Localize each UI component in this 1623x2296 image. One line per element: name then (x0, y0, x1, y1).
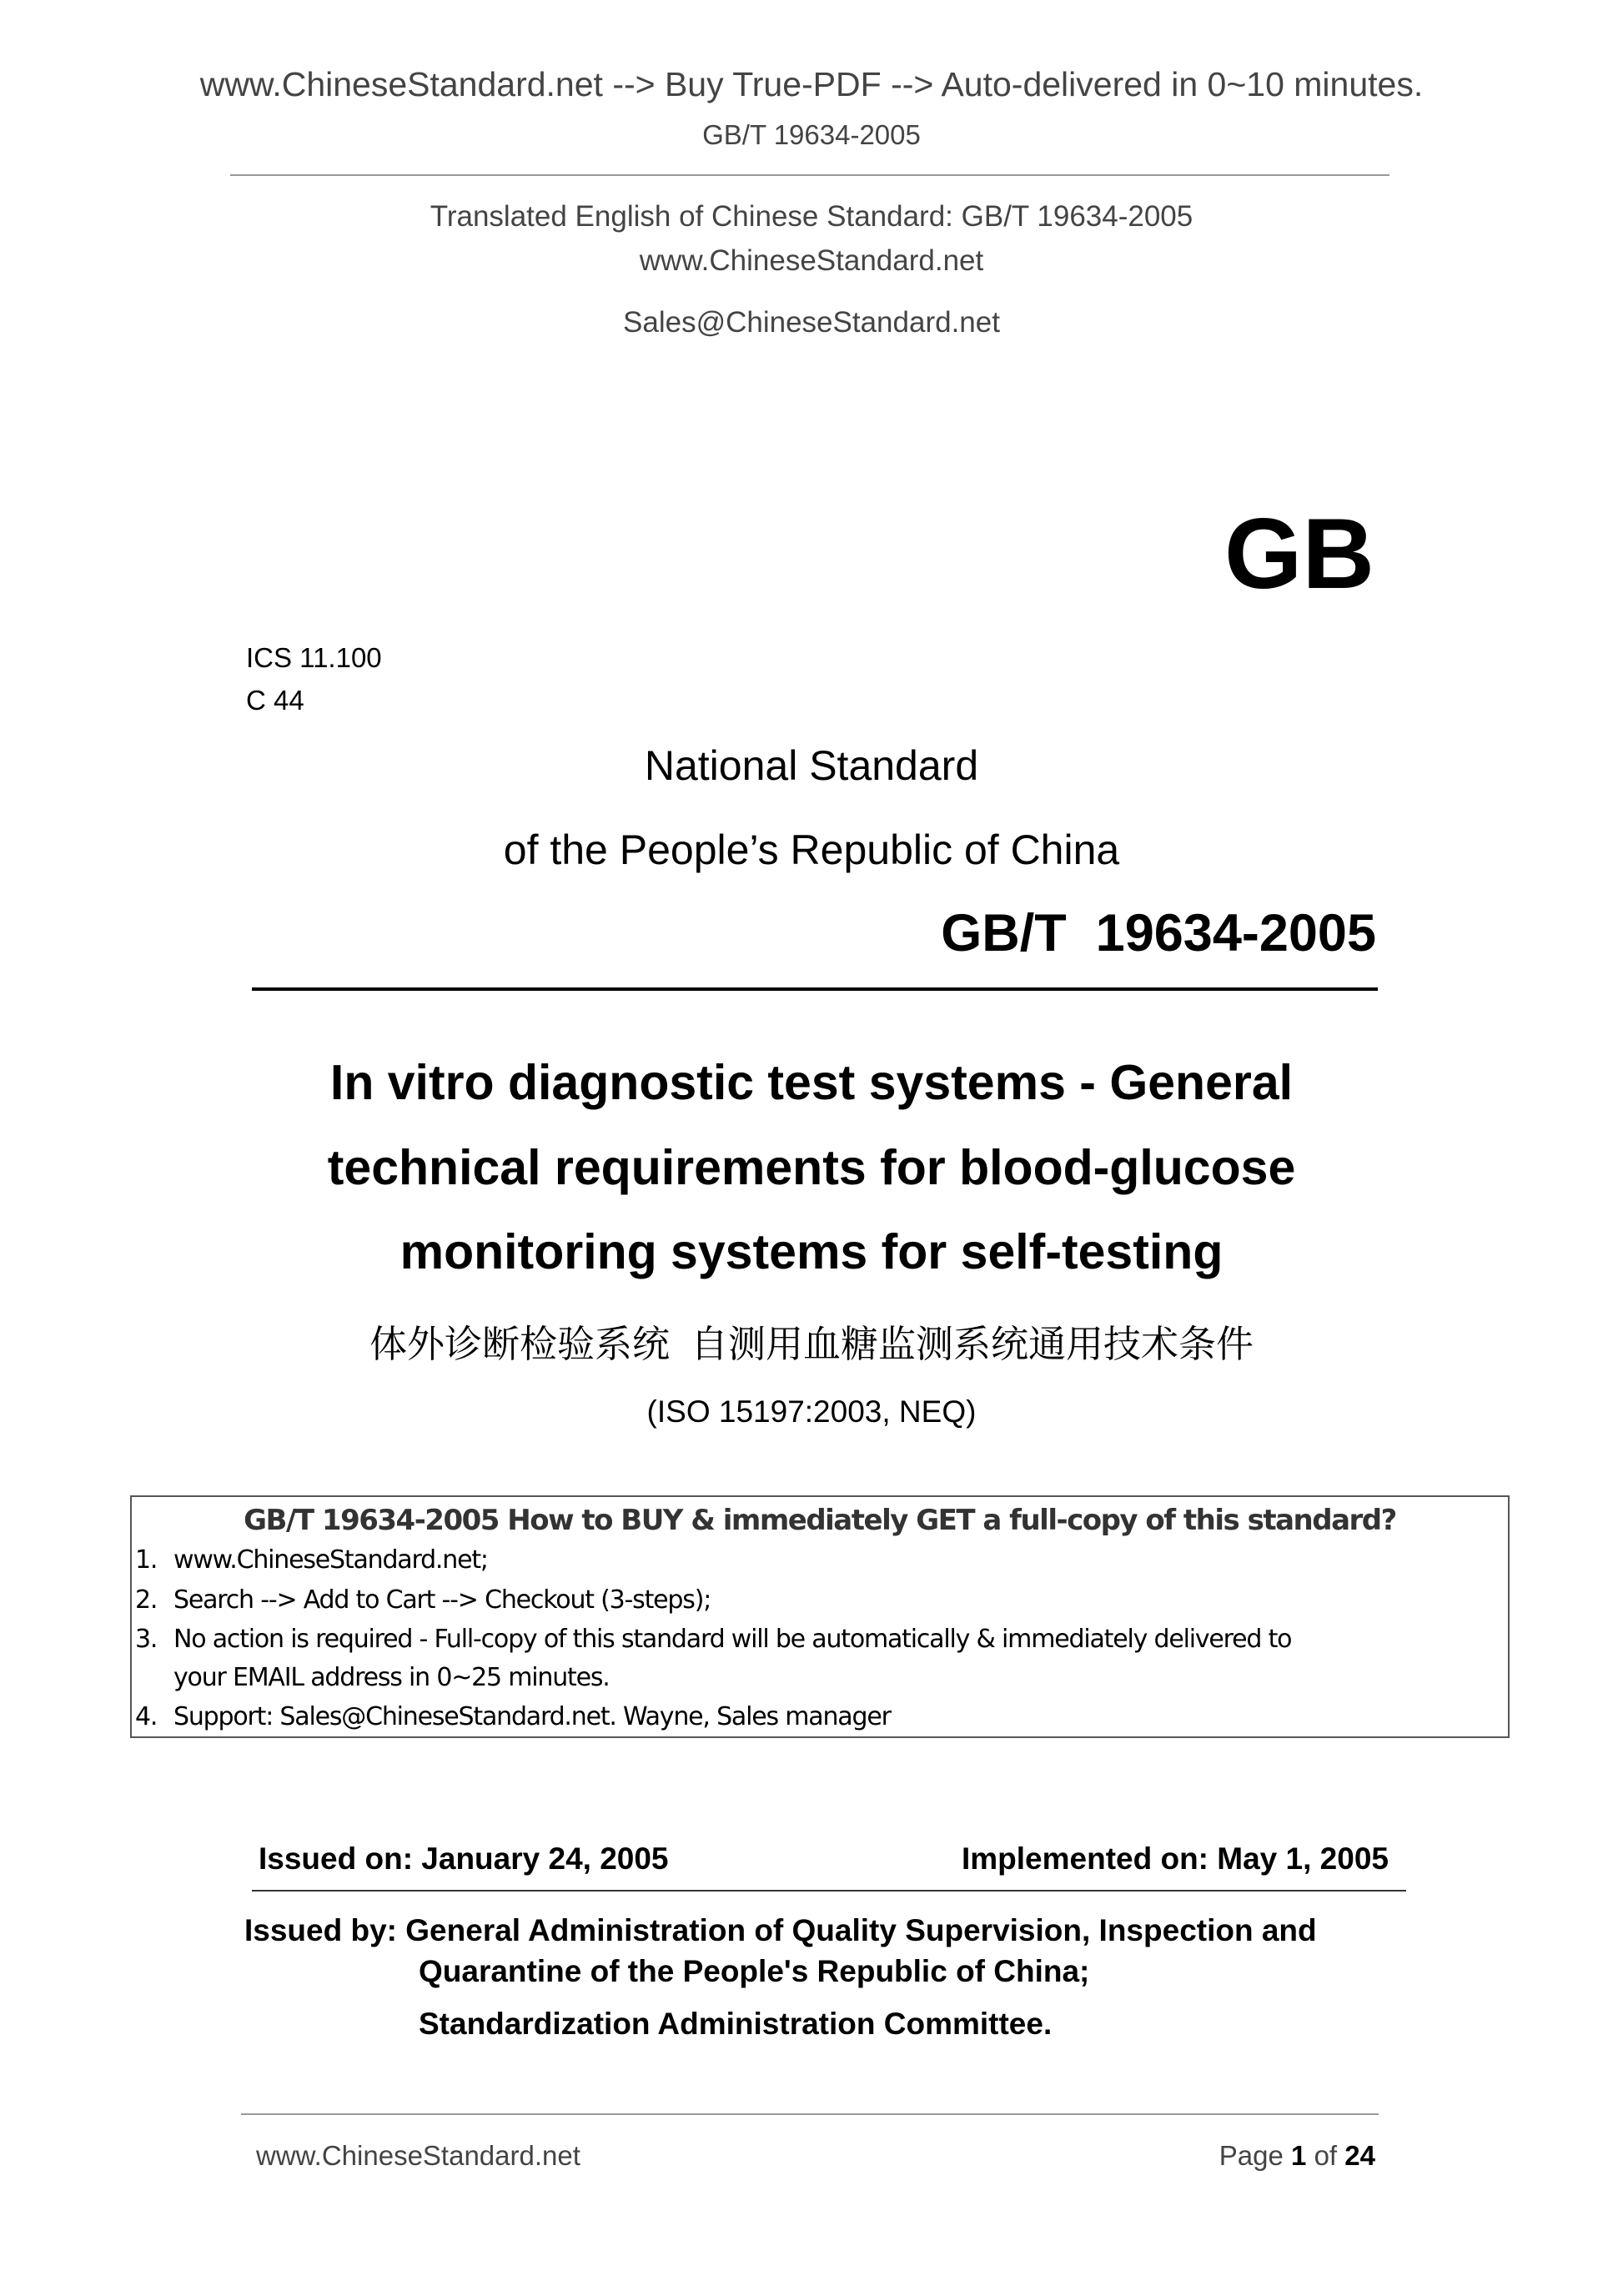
header-banner: www.ChineseStandard.net --> Buy True-PDF --> Auto-delivered in 0~10 minutes. (199, 65, 1424, 103)
buy-step-continued: your EMAIL address in 0~25 minutes. (173, 1663, 610, 1692)
website-link[interactable]: www.ChineseStandard.net (639, 244, 984, 277)
standard-number: GB/T 19634-2005 (941, 904, 1376, 962)
title-line: technical requirements for blood-glucose (327, 1140, 1296, 1195)
page-number: Page 1 of 24 (1219, 2140, 1375, 2171)
buy-step: 4. Support: Sales@ChineseStandard.net. Wayne, Sales manager (135, 1702, 891, 1731)
chinese-title: 体外诊断检验系统 自测用血糖监测系统通用技术条件 (369, 1323, 1254, 1365)
email-link[interactable]: Sales@ChineseStandard.net (623, 306, 1000, 339)
issuer-line: Quarantine of the People's Republic of China; (419, 1954, 1090, 1988)
national-standard-country: of the People’s Republic of China (503, 826, 1120, 873)
buy-box-heading: GB/T 19634-2005 How to BUY & immediately GET a full-copy of this standard? (244, 1504, 1396, 1537)
title-line: In vitro diagnostic test systems - General (329, 1055, 1294, 1110)
buy-step: 1. www.ChineseStandard.net; (135, 1545, 488, 1575)
header-divider (230, 174, 1389, 176)
issuer-line: Standardization Administration Committee. (419, 2007, 1053, 2041)
translated-note: Translated English of Chinese Standard: GB/T 19634-2005 (430, 200, 1193, 233)
issued-date: Issued on: January 24, 2005 (259, 1841, 669, 1876)
buy-instructions-box (130, 1495, 1510, 1738)
buy-step: 3. No action is required - Full-copy of this standard will be automatically & immediately delivered to (135, 1625, 1292, 1654)
implemented-date: Implemented on: May 1, 2005 (961, 1841, 1389, 1876)
national-standard: National Standard (644, 742, 979, 789)
gb-logo: GB (1224, 498, 1374, 610)
buy-step: 2. Search --> Add to Cart --> Checkout (3-steps); (135, 1585, 711, 1615)
footer-divider (241, 2113, 1379, 2115)
ics-code: ICS 11.100 (246, 642, 382, 673)
dates-divider (252, 1890, 1406, 1892)
issued-by: Issued by: General Administration of Quality Supervision, Inspection and (244, 1913, 1317, 1947)
header-code: GB/T 19634-2005 (702, 119, 921, 150)
iso-reference: (ISO 15197:2003, NEQ) (646, 1394, 977, 1429)
title-divider (252, 987, 1378, 991)
ccs-code: C 44 (246, 685, 304, 716)
footer-website-link[interactable]: www.ChineseStandard.net (256, 2140, 580, 2171)
title-line: monitoring systems for self-testing (399, 1224, 1224, 1279)
